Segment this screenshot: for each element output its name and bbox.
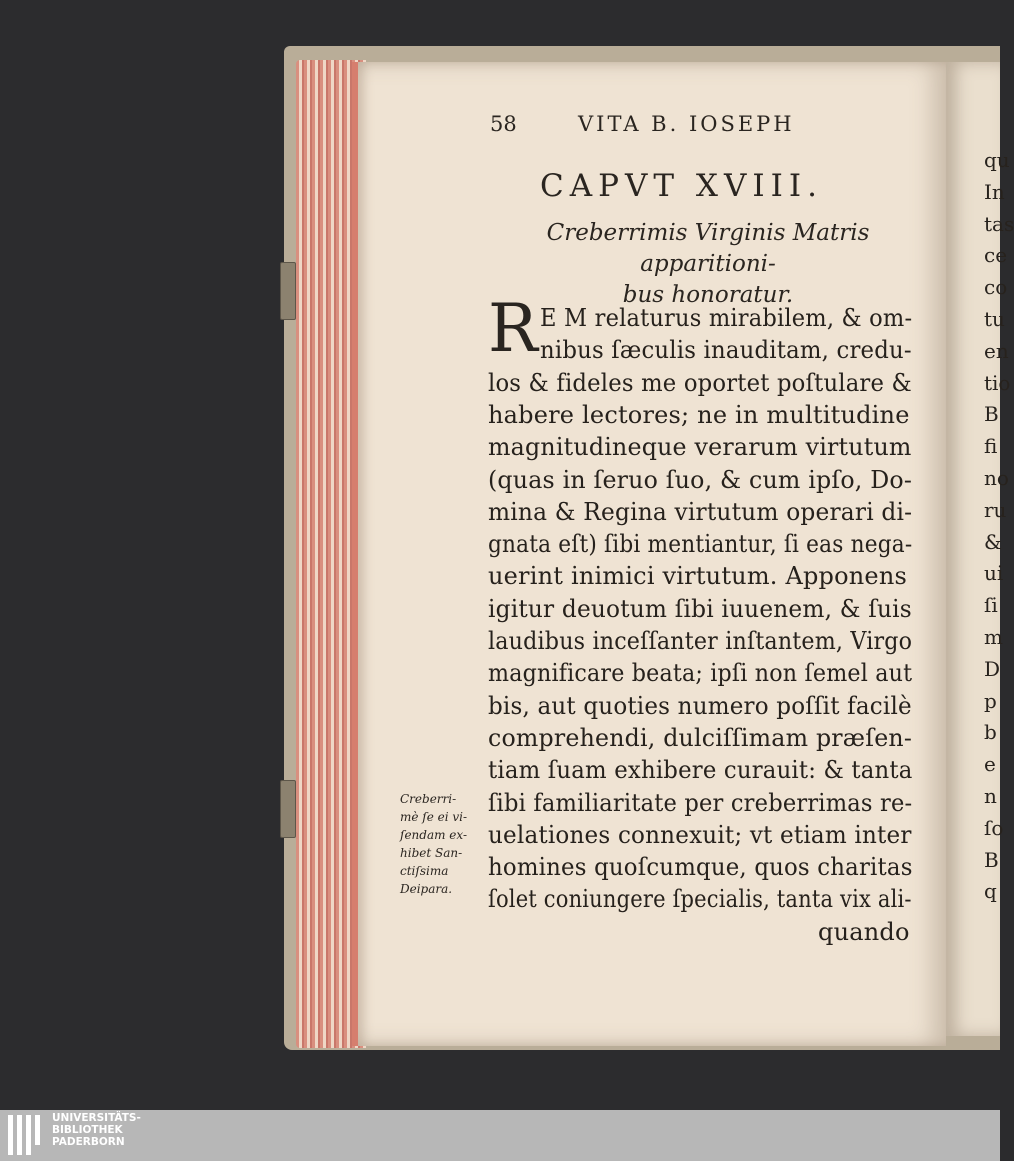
right-page-fragment: fi — [984, 434, 998, 459]
body-line: igitur deuotum ſibi iuuenem, & ſuis — [488, 594, 912, 623]
drop-cap: R — [488, 290, 538, 367]
right-page-fragment: B — [984, 847, 999, 872]
right-page-fragment: qu — [984, 148, 1010, 172]
body-line: magnitudineque verarum virtutum — [488, 433, 912, 462]
right-page-fragment: no — [984, 466, 1009, 490]
body-line: tiam ſuam exhibere curauit: & tanta — [488, 756, 913, 785]
library-name-line: UNIVERSITÄTS- — [52, 1112, 141, 1124]
page-number: 58 — [490, 112, 517, 136]
margin-note-line: ctiſsima — [400, 864, 449, 878]
body-line: mina & Regina virtutum operari di- — [488, 497, 913, 526]
chapter-heading: CAPVT XVIII. — [540, 168, 823, 204]
right-page-fragment: tas — [984, 211, 1014, 236]
right-page-fragment: e — [984, 752, 996, 777]
body-line: bis, aut quoties numero poſſit facilè — [488, 691, 912, 720]
library-logo-icon — [8, 1115, 44, 1155]
body-line: los & fideles me oportet poſtulare & — [488, 368, 912, 397]
body-line: magnificare beata; ipſi non ſemel aut — [488, 659, 913, 688]
body-line: (quas in ſeruo ſuo, & cum ipſo, Do- — [488, 465, 913, 494]
running-head — [490, 112, 830, 142]
margin-note-line: mè ſe ei vi- — [400, 810, 468, 824]
right-page-fragment: ce — [984, 243, 1008, 268]
right-page-fragment: tio — [984, 370, 1011, 395]
body-line: quando — [818, 917, 910, 946]
right-page-fragment: n — [984, 784, 997, 808]
body-line: E M relaturus mirabilem, & om- — [540, 304, 913, 332]
right-page-fragment: ſi — [984, 593, 998, 618]
body-line: laudibus inceſſanter inſtantem, Virgo — [488, 627, 913, 655]
body-line: habere lectores; ne in multitudine — [488, 400, 910, 429]
right-page-fragment: In — [984, 179, 1005, 204]
right-page-fragment: ru — [984, 497, 1007, 522]
book-clasp-top — [280, 262, 296, 320]
margin-note-line: ſendam ex- — [400, 828, 468, 842]
body-line: ſolet coniungere ſpecialis, tanta vix ali- — [488, 885, 912, 914]
right-page-fragment: B — [984, 402, 999, 427]
right-page-fragment: & — [984, 529, 1002, 554]
chapter-subtitle — [488, 218, 928, 311]
body-line: gnata eſt) ſibi mentiantur, ſi eas nega- — [488, 530, 913, 559]
body-line: nibus ſæculis inauditam, credu- — [540, 336, 912, 365]
right-page-fragment: en — [984, 338, 1009, 363]
library-name — [52, 1112, 252, 1148]
right-page-fragment: ui — [984, 561, 1004, 586]
margin-note-line: Deipara. — [400, 882, 453, 896]
body-line: comprehendi, dulciſſimam præſen- — [488, 723, 913, 752]
right-page-fragment: q — [984, 879, 997, 904]
right-page-fragment: D — [984, 656, 1001, 681]
running-title: VITA B. IOSEPH — [578, 112, 795, 136]
subtitle-line: bus honoratur. — [622, 282, 794, 308]
body-line: homines quoſcumque, quos charitas — [488, 853, 913, 882]
body-line: ſibi familiaritate per creberrimas re- — [488, 788, 913, 817]
library-name-line: BIBLIOTHEK — [52, 1124, 123, 1136]
right-page-fragment: ſo — [984, 815, 1004, 840]
margin-note — [400, 790, 490, 898]
right-page-fragment: p — [984, 688, 997, 713]
body-line: uelationes connexuit; vt etiam inter — [488, 820, 912, 849]
right-page-fragment: co — [984, 275, 1008, 300]
right-page-fragment: m — [984, 625, 1003, 649]
subtitle-line: Creberrimis Virginis Matris apparitioni- — [546, 220, 870, 277]
right-page-fragment: b — [984, 720, 997, 745]
right-page-fragment: tu — [984, 307, 1005, 331]
library-name-line: PADERBORN — [52, 1136, 125, 1148]
margin-note-line: hibet San- — [400, 846, 463, 860]
book-clasp-bottom — [280, 780, 296, 838]
margin-note-line: Creberri- — [400, 792, 457, 806]
body-line: uerint inimici virtutum. Apponens — [488, 562, 907, 591]
